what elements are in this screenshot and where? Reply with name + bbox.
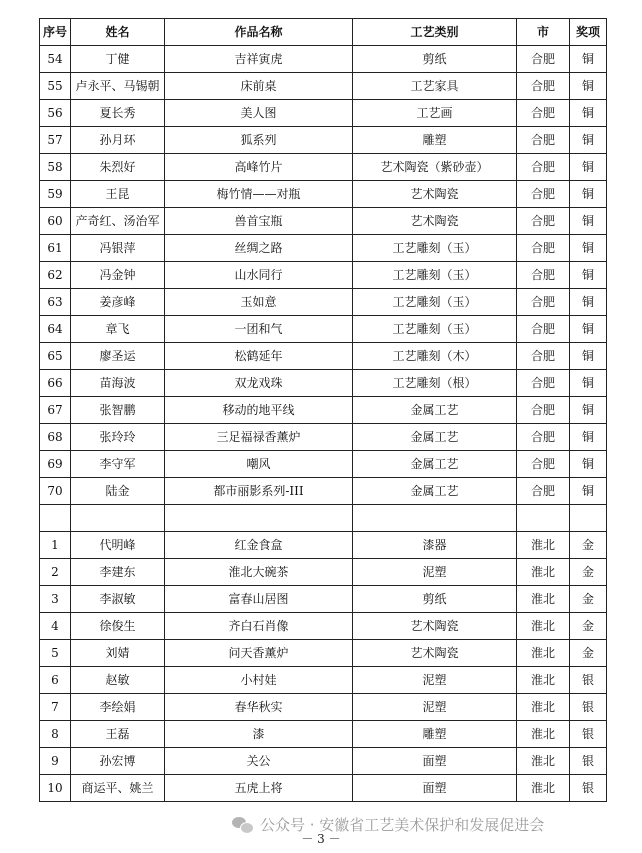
- cell-craft-category: 雕塑: [353, 721, 517, 748]
- cell-award: 铜: [570, 127, 607, 154]
- table-row: [40, 316, 607, 343]
- cell-craft-category: 工艺雕刻（根）: [353, 370, 517, 397]
- header-craft-category: 工艺类别: [353, 19, 517, 46]
- cell-craft-category: 漆器: [353, 532, 517, 559]
- cell-work-title: 丝绸之路: [165, 235, 353, 262]
- cell-craft-category: 艺术陶瓷: [353, 640, 517, 667]
- cell-serial: 65: [40, 343, 71, 370]
- table-row: [40, 451, 607, 478]
- cell-city: 合肥: [517, 289, 570, 316]
- cell-city: 淮北: [517, 667, 570, 694]
- cell-craft-category: 剪纸: [353, 46, 517, 73]
- table-row: [40, 694, 607, 721]
- cell-work-title: 床前桌: [165, 73, 353, 100]
- table-row: [40, 748, 607, 775]
- table-header-row: [40, 19, 607, 46]
- cell-work-title: 关公: [165, 748, 353, 775]
- cell-craft-category: 泥塑: [353, 667, 517, 694]
- cell-name: 李建东: [71, 559, 165, 586]
- cell-name: 陆金: [71, 478, 165, 505]
- cell-award: 金: [570, 532, 607, 559]
- cell-award: 银: [570, 667, 607, 694]
- header-work-title: 作品名称: [165, 19, 353, 46]
- header-award: 奖项: [570, 19, 607, 46]
- cell-name: 章飞: [71, 316, 165, 343]
- cell-craft-category: 艺术陶瓷: [353, 613, 517, 640]
- cell-award: 金: [570, 559, 607, 586]
- cell-work-title: 都市丽影系列-III: [165, 478, 353, 505]
- cell-city: 淮北: [517, 532, 570, 559]
- cell-craft-category: 泥塑: [353, 694, 517, 721]
- cell-work-title: 富春山居图: [165, 586, 353, 613]
- table-row: [40, 262, 607, 289]
- cell-serial: 6: [40, 667, 71, 694]
- table-row: [40, 424, 607, 451]
- cell-name: 廖圣运: [71, 343, 165, 370]
- cell-serial: 68: [40, 424, 71, 451]
- cell-city: 合肥: [517, 316, 570, 343]
- cell-award: 金: [570, 613, 607, 640]
- cell-name: 刘婧: [71, 640, 165, 667]
- cell-city: 合肥: [517, 73, 570, 100]
- cell-name: 商运平、姚兰: [71, 775, 165, 802]
- cell-award: 铜: [570, 289, 607, 316]
- table-row: [40, 532, 607, 559]
- table-row: [40, 640, 607, 667]
- table-row: [40, 397, 607, 424]
- cell-city: 合肥: [517, 451, 570, 478]
- cell-craft-category: 剪纸: [353, 586, 517, 613]
- cell-craft-category: 金属工艺: [353, 424, 517, 451]
- cell-award: 银: [570, 721, 607, 748]
- cell-award: 铜: [570, 343, 607, 370]
- cell-name: 赵敏: [71, 667, 165, 694]
- cell-craft-category: 工艺雕刻（玉）: [353, 316, 517, 343]
- cell-craft-category: 雕塑: [353, 127, 517, 154]
- cell-name: 孙宏博: [71, 748, 165, 775]
- cell-city: 合肥: [517, 208, 570, 235]
- table-row: [40, 154, 607, 181]
- cell-craft-category: 面塑: [353, 775, 517, 802]
- award-table: [39, 18, 607, 802]
- cell-award: 铜: [570, 235, 607, 262]
- cell-serial: 5: [40, 640, 71, 667]
- cell-name: 李守军: [71, 451, 165, 478]
- cell-serial: 7: [40, 694, 71, 721]
- cell-name: 朱烈好: [71, 154, 165, 181]
- cell-city: 合肥: [517, 370, 570, 397]
- cell-name: 李绘娟: [71, 694, 165, 721]
- cell-craft-category: 面塑: [353, 748, 517, 775]
- table-row: [40, 127, 607, 154]
- cell-craft-category: 工艺雕刻（玉）: [353, 235, 517, 262]
- table-row: [40, 289, 607, 316]
- table-row: [40, 208, 607, 235]
- cell-serial: 60: [40, 208, 71, 235]
- cell-name: 冯金钟: [71, 262, 165, 289]
- cell-serial: 58: [40, 154, 71, 181]
- cell-award: 铜: [570, 397, 607, 424]
- cell-name: 王昆: [71, 181, 165, 208]
- cell-work-title: 梅竹情——对瓶: [165, 181, 353, 208]
- cell-work-title: 红金食盒: [165, 532, 353, 559]
- header-serial: 序号: [40, 19, 71, 46]
- header-name: 姓名: [71, 19, 165, 46]
- cell-serial: 8: [40, 721, 71, 748]
- cell-award: 铜: [570, 262, 607, 289]
- cell-city: 合肥: [517, 100, 570, 127]
- cell-work-title: 玉如意: [165, 289, 353, 316]
- table-row: [40, 775, 607, 802]
- empty-cell: [353, 505, 517, 532]
- cell-serial: 70: [40, 478, 71, 505]
- cell-name: 孙月环: [71, 127, 165, 154]
- cell-serial: 59: [40, 181, 71, 208]
- cell-award: 铜: [570, 181, 607, 208]
- cell-city: 淮北: [517, 559, 570, 586]
- empty-cell: [165, 505, 353, 532]
- cell-craft-category: 艺术陶瓷: [353, 208, 517, 235]
- cell-name: 李淑敏: [71, 586, 165, 613]
- table-row: [40, 613, 607, 640]
- cell-work-title: 漆: [165, 721, 353, 748]
- cell-work-title: 移动的地平线: [165, 397, 353, 424]
- empty-cell: [517, 505, 570, 532]
- cell-work-title: 松鹤延年: [165, 343, 353, 370]
- cell-serial: 67: [40, 397, 71, 424]
- cell-serial: 54: [40, 46, 71, 73]
- cell-work-title: 嘲风: [165, 451, 353, 478]
- cell-craft-category: 工艺雕刻（木）: [353, 343, 517, 370]
- table-row: [40, 235, 607, 262]
- cell-work-title: 问天香薰炉: [165, 640, 353, 667]
- cell-serial: 63: [40, 289, 71, 316]
- cell-award: 铜: [570, 208, 607, 235]
- cell-serial: 57: [40, 127, 71, 154]
- cell-city: 合肥: [517, 235, 570, 262]
- cell-work-title: 美人图: [165, 100, 353, 127]
- cell-name: 徐俊生: [71, 613, 165, 640]
- cell-work-title: 双龙戏珠: [165, 370, 353, 397]
- cell-award: 铜: [570, 478, 607, 505]
- cell-craft-category: 艺术陶瓷: [353, 181, 517, 208]
- table-row: [40, 667, 607, 694]
- cell-name: 张智鹏: [71, 397, 165, 424]
- empty-cell: [570, 505, 607, 532]
- cell-award: 金: [570, 640, 607, 667]
- cell-work-title: 齐白石肖像: [165, 613, 353, 640]
- cell-city: 合肥: [517, 127, 570, 154]
- cell-city: 淮北: [517, 721, 570, 748]
- watermark-text: 公众号 · 安徽省工艺美术保护和发展促进会: [260, 816, 545, 834]
- cell-award: 铜: [570, 73, 607, 100]
- cell-serial: 66: [40, 370, 71, 397]
- cell-craft-category: 金属工艺: [353, 397, 517, 424]
- cell-name: 代明峰: [71, 532, 165, 559]
- cell-city: 淮北: [517, 586, 570, 613]
- cell-serial: 1: [40, 532, 71, 559]
- cell-craft-category: 金属工艺: [353, 478, 517, 505]
- cell-work-title: 小村娃: [165, 667, 353, 694]
- cell-city: 合肥: [517, 343, 570, 370]
- cell-name: 冯银萍: [71, 235, 165, 262]
- cell-serial: 69: [40, 451, 71, 478]
- cell-craft-category: 艺术陶瓷（紫砂壶）: [353, 154, 517, 181]
- award-table-container: [39, 18, 607, 802]
- cell-city: 合肥: [517, 46, 570, 73]
- cell-craft-category: 泥塑: [353, 559, 517, 586]
- cell-work-title: 兽首宝瓶: [165, 208, 353, 235]
- cell-name: 卢永平、马锡朝: [71, 73, 165, 100]
- cell-award: 银: [570, 694, 607, 721]
- empty-cell: [71, 505, 165, 532]
- cell-city: 合肥: [517, 154, 570, 181]
- cell-name: 苗海波: [71, 370, 165, 397]
- cell-city: 淮北: [517, 775, 570, 802]
- table-row: [40, 586, 607, 613]
- cell-award: 银: [570, 748, 607, 775]
- cell-award: 铜: [570, 46, 607, 73]
- cell-serial: 10: [40, 775, 71, 802]
- cell-city: 淮北: [517, 748, 570, 775]
- cell-craft-category: 工艺画: [353, 100, 517, 127]
- cell-work-title: 吉祥寅虎: [165, 46, 353, 73]
- cell-award: 铜: [570, 154, 607, 181]
- cell-name: 丁健: [71, 46, 165, 73]
- cell-award: 铜: [570, 451, 607, 478]
- cell-city: 合肥: [517, 181, 570, 208]
- cell-work-title: 五虎上将: [165, 775, 353, 802]
- table-row: [40, 370, 607, 397]
- cell-craft-category: 工艺雕刻（玉）: [353, 289, 517, 316]
- cell-work-title: 狐系列: [165, 127, 353, 154]
- table-separator-row: [40, 505, 607, 532]
- table-row: [40, 559, 607, 586]
- cell-award: 铜: [570, 100, 607, 127]
- cell-craft-category: 金属工艺: [353, 451, 517, 478]
- cell-award: 银: [570, 775, 607, 802]
- cell-serial: 56: [40, 100, 71, 127]
- cell-serial: 64: [40, 316, 71, 343]
- cell-award: 铜: [570, 424, 607, 451]
- cell-craft-category: 工艺雕刻（玉）: [353, 262, 517, 289]
- cell-work-title: 高峰竹片: [165, 154, 353, 181]
- cell-craft-category: 工艺家具: [353, 73, 517, 100]
- cell-serial: 3: [40, 586, 71, 613]
- cell-serial: 62: [40, 262, 71, 289]
- cell-serial: 9: [40, 748, 71, 775]
- cell-award: 铜: [570, 316, 607, 343]
- cell-name: 产奇红、汤治军: [71, 208, 165, 235]
- cell-city: 合肥: [517, 262, 570, 289]
- cell-city: 淮北: [517, 613, 570, 640]
- page-number: － 3 －: [301, 832, 341, 846]
- empty-cell: [40, 505, 71, 532]
- cell-award: 铜: [570, 370, 607, 397]
- cell-award: 金: [570, 586, 607, 613]
- cell-city: 合肥: [517, 478, 570, 505]
- cell-serial: 4: [40, 613, 71, 640]
- cell-work-title: 山水同行: [165, 262, 353, 289]
- cell-name: 张玲玲: [71, 424, 165, 451]
- cell-name: 夏长秀: [71, 100, 165, 127]
- table-row: [40, 100, 607, 127]
- header-city: 市: [517, 19, 570, 46]
- table-row: [40, 721, 607, 748]
- cell-city: 淮北: [517, 694, 570, 721]
- cell-work-title: 一团和气: [165, 316, 353, 343]
- table-row: [40, 343, 607, 370]
- cell-name: 姜彦峰: [71, 289, 165, 316]
- cell-serial: 61: [40, 235, 71, 262]
- cell-city: 合肥: [517, 424, 570, 451]
- cell-city: 合肥: [517, 397, 570, 424]
- cell-work-title: 淮北大碗茶: [165, 559, 353, 586]
- cell-serial: 55: [40, 73, 71, 100]
- cell-work-title: 春华秋实: [165, 694, 353, 721]
- cell-name: 王磊: [71, 721, 165, 748]
- table-row: [40, 478, 607, 505]
- table-row: [40, 46, 607, 73]
- cell-work-title: 三足福禄香薰炉: [165, 424, 353, 451]
- cell-city: 淮北: [517, 640, 570, 667]
- table-row: [40, 73, 607, 100]
- cell-serial: 2: [40, 559, 71, 586]
- table-row: [40, 181, 607, 208]
